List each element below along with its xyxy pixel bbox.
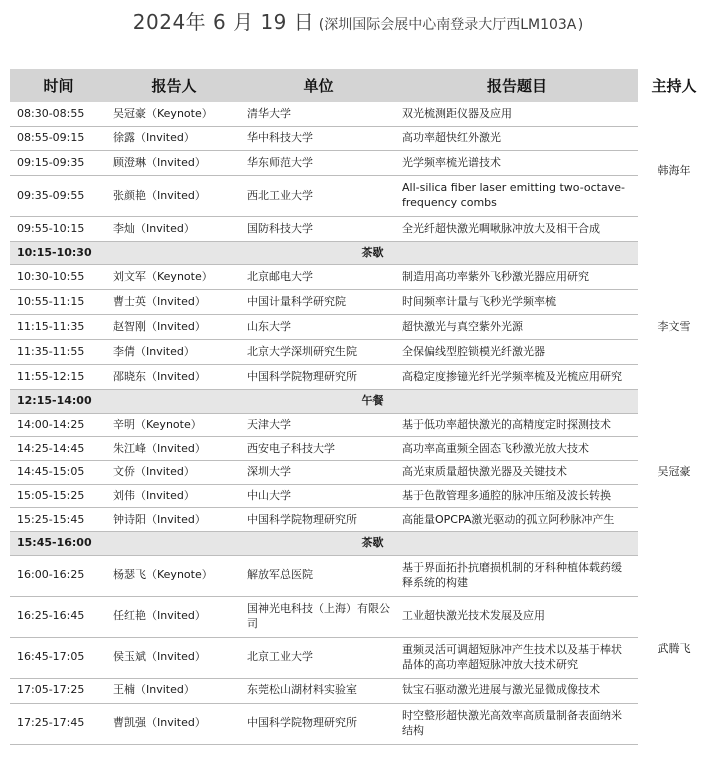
table-row [10,365,710,390]
break-row [10,390,710,414]
speaker-cell: 邵晓东（Invited） [107,365,241,390]
speaker-cell: 辛明（Keynote） [107,413,241,437]
table-row [10,290,710,315]
time-cell: 15:25-15:45 [10,508,107,532]
topic-cell: 重频灵活可调超短脉冲产生技术以及基于棒状晶体的高功率超短脉冲放大技术研究 [396,637,638,678]
topic-cell: 钛宝石驱动激光进展与激光显微成像技术 [396,678,638,703]
table-row [10,637,710,678]
time-cell: 14:00-14:25 [10,413,107,437]
schedule-table [10,69,710,745]
table-row [10,678,710,703]
unit-cell: 东莞松山湖材料实验室 [241,678,396,703]
speaker-cell: 张颜艳（Invited） [107,175,241,216]
time-cell: 09:35-09:55 [10,175,107,216]
table-row [10,175,710,216]
time-cell: 10:30-10:55 [10,265,107,290]
unit-cell: 北京工业大学 [241,637,396,678]
speaker-cell: 刘文军（Keynote） [107,265,241,290]
break-label: 茶歇 [107,241,638,265]
topic-cell: 光学频率梳光谱技术 [396,151,638,175]
host-blank [638,532,710,556]
speaker-cell: 朱江峰（Invited） [107,437,241,461]
topic-cell: 基于低功率超快激光的高精度定时探测技术 [396,413,638,437]
host-cell: 吴冠豪 [657,465,691,479]
time-cell: 10:15-10:30 [10,241,107,265]
time-cell: 16:00-16:25 [10,555,107,596]
topic-cell: 时空整形超快激光高效率高质量制备表面纳米结构 [396,703,638,744]
time-cell: 16:45-17:05 [10,637,107,678]
unit-cell: 华中科技大学 [241,126,396,150]
table-row [10,126,710,150]
time-cell: 09:15-09:35 [10,151,107,175]
table-row [10,703,710,744]
time-cell: 17:05-17:25 [10,678,107,703]
table-row [10,413,710,437]
topic-cell: 高功率超快红外激光 [396,126,638,150]
topic-cell: 全保偏线型腔锁模光纤激光器 [396,340,638,365]
topic-cell: 制造用高功率紫外飞秒激光器应用研究 [396,265,638,290]
topic-cell: 高能量OPCPA激光驱动的孤立阿秒脉冲产生 [396,508,638,532]
speaker-cell: 杨瑟飞（Keynote） [107,555,241,596]
speaker-cell: 顾澄琳（Invited） [107,151,241,175]
break-row [10,532,710,556]
table-header-row [10,69,710,102]
speaker-cell: 侯玉斌（Invited） [107,637,241,678]
time-cell: 14:25-14:45 [10,437,107,461]
topic-cell: 全光纤超快激光啁啾脉冲放大及相干合成 [396,216,638,241]
speaker-cell: 吴冠豪（Keynote） [107,102,241,126]
page-header [0,6,716,35]
speaker-cell: 王楠（Invited） [107,678,241,703]
column-header-time: 时间 [10,69,107,102]
table-row [10,508,710,532]
time-cell: 15:05-15:25 [10,484,107,508]
time-cell: 16:25-16:45 [10,596,107,637]
topic-cell: 基于界面拓扑抗磨损机制的牙科种植体载药缓释系统的构建 [396,555,638,596]
speaker-cell: 文侨（Invited） [107,461,241,485]
table-row [10,461,710,485]
speaker-cell: 曹凯强（Invited） [107,703,241,744]
unit-cell: 深圳大学 [241,461,396,485]
unit-cell: 山东大学 [241,315,396,340]
column-header-unit: 单位 [241,69,396,102]
topic-cell: 超快激光与真空紫外光源 [396,315,638,340]
unit-cell: 中国科学院物理研究所 [241,365,396,390]
speaker-cell: 赵智刚（Invited） [107,315,241,340]
table-row [10,102,710,126]
time-cell: 12:15-14:00 [10,390,107,414]
unit-cell: 北京邮电大学 [241,265,396,290]
unit-cell: 中山大学 [241,484,396,508]
unit-cell: 国神光电科技（上海）有限公司 [241,596,396,637]
column-header-speaker: 报告人 [107,69,241,102]
unit-cell: 西安电子科技大学 [241,437,396,461]
speaker-cell: 李灿（Invited） [107,216,241,241]
unit-cell: 中国计量科学研究院 [241,290,396,315]
column-header-host: 主持人 [638,69,710,102]
topic-cell: 高光束质量超快激光器及关键技术 [396,461,638,485]
host-cell: 武腾飞 [657,642,691,656]
unit-cell: 中国科学院物理研究所 [241,703,396,744]
topic-cell: 时间频率计量与飞秒光学频率梳 [396,290,638,315]
venue-location: (深圳国际会展中心南登录大厅西LM103A ) [314,17,584,33]
time-cell: 17:25-17:45 [10,703,107,744]
topic-cell: 工业超快激光技术发展及应用 [396,596,638,637]
host-blank [638,390,710,414]
time-cell: 11:35-11:55 [10,340,107,365]
time-cell: 09:55-10:15 [10,216,107,241]
table-row [10,265,710,290]
unit-cell: 北京大学深圳研究生院 [241,340,396,365]
host-cell: 李文雪 [657,320,691,334]
time-cell: 11:55-12:15 [10,365,107,390]
session-date: 2024年 6 月 19 日 [132,10,315,34]
speaker-cell: 刘伟（Invited） [107,484,241,508]
speaker-cell: 钟诗阳（Invited） [107,508,241,532]
table-row [10,484,710,508]
break-label: 午餐 [107,390,638,414]
unit-cell: 国防科技大学 [241,216,396,241]
unit-cell: 解放军总医院 [241,555,396,596]
unit-cell: 清华大学 [241,102,396,126]
topic-cell: 基于色散管理多通腔的脉冲压缩及波长转换 [396,484,638,508]
break-row [10,241,710,265]
unit-cell: 华东师范大学 [241,151,396,175]
time-cell: 11:15-11:35 [10,315,107,340]
table-row [10,437,710,461]
column-header-topic: 报告题目 [396,69,638,102]
speaker-cell: 曹士英（Invited） [107,290,241,315]
time-cell: 14:45-15:05 [10,461,107,485]
time-cell: 08:30-08:55 [10,102,107,126]
speaker-cell: 任红艳（Invited） [107,596,241,637]
table-row [10,555,710,596]
host-blank [638,241,710,265]
time-cell: 10:55-11:15 [10,290,107,315]
unit-cell: 西北工业大学 [241,175,396,216]
topic-cell: 高功率高重频全固态飞秒激光放大技术 [396,437,638,461]
table-row [10,216,710,241]
topic-cell: All-silica fiber laser emitting two-octave-frequency combs [396,175,638,216]
topic-cell: 高稳定度掺镱光纤光学频率梳及光梳应用研究 [396,365,638,390]
unit-cell: 天津大学 [241,413,396,437]
host-cell: 韩海年 [657,164,691,178]
table-row [10,340,710,365]
unit-cell: 中国科学院物理研究所 [241,508,396,532]
time-cell: 08:55-09:15 [10,126,107,150]
topic-cell: 双光梳测距仪器及应用 [396,102,638,126]
time-cell: 15:45-16:00 [10,532,107,556]
speaker-cell: 徐露（Invited） [107,126,241,150]
table-row [10,151,710,175]
speaker-cell: 李倩（Invited） [107,340,241,365]
table-row [10,596,710,637]
break-label: 茶歇 [107,532,638,556]
table-row [10,315,710,340]
